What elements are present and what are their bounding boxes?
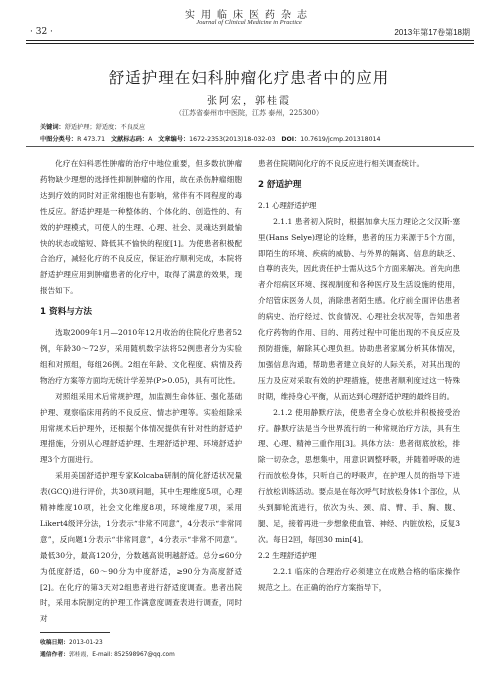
- contact-label: 通信作者：: [40, 652, 69, 658]
- clc-number: R 473.71: [77, 136, 106, 143]
- corresponding-author-line: [40, 649, 175, 658]
- received-date-line: [40, 637, 103, 646]
- subsection-2-2-heading: 2.2 生理舒适护理: [258, 550, 317, 560]
- section-2-heading: 2 舒适护理: [258, 179, 302, 190]
- header-rule-thin: [26, 43, 474, 44]
- section-1-paragraph-1: 选取2009年1月—2010年12月收治的住院化疗患者52例，年龄30～72岁，采用随机数字法将52例患者分为实验组和对照组，每组26例。2组在年龄、文化程度、病情及药物治疗方案等方面均无统计学差异(P>0.05)，具有可比性。: [40, 328, 242, 385]
- doi: 10.7619/jcmp.201318014: [300, 136, 381, 143]
- header-rule-thick: [26, 40, 474, 41]
- page-number: · 32 ·: [30, 27, 53, 37]
- clc-label: 中图分类号：: [40, 136, 78, 143]
- paragraph-2-2-1: 2.2.1 临床的合理治疗必须建立在成熟合格的临床操作规范之上。在正确的治疗方案指导下，: [258, 566, 460, 592]
- doc-code: A: [148, 136, 153, 143]
- received-date: 2013-01-23: [69, 640, 103, 646]
- subsection-2-1-heading: 2.1 心理舒适护理: [258, 200, 317, 210]
- article-title: 舒适护理在妇科肿瘤化疗患者中的应用: [108, 69, 390, 87]
- abstract-rule: [26, 146, 474, 147]
- issue-info: 2013年第17卷第18期: [394, 28, 470, 37]
- section-1-paragraph-3: 采用美国舒适护理专家Kolcaba研制的简化舒适状况量表(GCQ)进行评价，共30项问题，其中生理维度5项，心理精神维度10项，社会文化维度8项，环境维度7项，采用Likert4级评分法，1分表示“非常不同意”，4分表示“非常同意”，反向题1分表示“非常同意”，4分表示“非常不同意”。最低30分，最高120分，分数越高说明越舒适。总分≤60分为低度舒适，60～90分为中度舒适，≥90分为高度舒适[2]。在化疗的第3天对2组患者进行舒适度调查。患者出院时，采用本院制定的护理工作满意度调查表进行调查，同时对: [40, 471, 242, 624]
- article-number: 1672-2353(2013)18-032-03: [189, 136, 276, 143]
- journal-title-cn: 实用临床医药杂志: [185, 10, 313, 21]
- article-no-label: 文章编号：: [158, 136, 190, 143]
- section-1-heading: 1 资料与方法: [40, 307, 92, 318]
- section-1-continuation: 患者住院期间化疗的不良反应进行相关调查统计。: [258, 159, 425, 168]
- identifier-line: [40, 134, 380, 143]
- keywords-label: 关键词：: [40, 124, 65, 131]
- corresponding-author: 郭桂霞，E-mail: 852598967@qq.com: [69, 652, 175, 658]
- paragraph-2-1-2: 2.1.2 使用静默疗法，使患者全身心放松并积极接受治疗。静默疗法是当今世界流行的一种常规治疗方法，具有生理、心理、精神三重作用[3]。具体方法：患者彻底放松，排除一切杂念，思想集中，用意识调整呼吸，并随着呼吸的进行而放松身体，只听自己的呼吸声，在护理人员的指导下进行放松训练活动。要点是在每次呼气时放松身体1个部位，从头到脚轮流进行，依次为头、颈、肩、臂、手、胸、腹、腿、足，接着再进一步想象使血管、神经、内脏放松，反复3次。每日2回，每回30 min[4]。: [258, 407, 460, 544]
- paragraph-2-1-1: 2.1.1 患者初入院时，根据加拿大压力理论之父汉斯·塞里(Hans Selye)理论的诠释，患者的压力来源于5个方面，即陌生的环境、疾病的威胁、与外界的隔离、信息的缺乏、自尊的丧失，因此责任护士需从这5个方面来解决。首先向患者介绍病区环境、探视制度和各种医疗及生活设施的使用，介绍管床医务人员，消除患者陌生感。化疗前全面评估患者的病史、治疗经过、饮食情况、心理社会状况等，告知患者化疗药物的作用、目的、用药过程中可能出现的不良反应及预防措施，解除其心理负担。协助患者家属分析其体情况，加强信息沟通，帮助患者建立良好的人际关系，对其出现的压力及应对采取有效的护理措施，使患者顺利度过这一特殊时期，维持身心平衡，从而达到心理舒适护理的最终目的。: [258, 216, 460, 401]
- article-authors: 张阿宏，郭桂霞: [207, 96, 291, 107]
- section-1-paragraph-2: 对照组采用术后常规护理，加监测生命体征、强化基础护理、观察临床用药的不良反应、情志护理等。实验组除采用常规术后护理外，还根据个体情况提供有针对性的舒适护理措施，分别从心理舒适护理、生理舒适护理、环境舒适护理3个方面进行。: [40, 391, 242, 465]
- journal-title-en: Journal of Clinical Medicine in Practice: [196, 19, 302, 26]
- intro-paragraph: 化疗在妇科恶性肿瘤的治疗中地位重要，但多数抗肿瘤药物缺少理想的选择性抑制肿瘤的作用，故在杀伤肿瘤细胞达到疗效的同时对正常细胞也有影响，常伴有不同程度的毒性反应。舒适护理是一种整体的、个体化的、创造性的、有效的护理模式，可使人的生理、心理、社会、灵魂达到最愉快的状态或缩短、降低其不愉快的程度[1]。为使患者积极配合治疗，减轻化疗的不良反应，保证治疗顺利完成，本院将舒适护理应用到肿瘤患者的化疗中，取得了满意的效果，现报告如下。: [40, 159, 242, 296]
- received-label: 收稿日期：: [40, 640, 69, 646]
- right-column: [258, 156, 460, 595]
- keywords-line: [40, 122, 145, 131]
- author-affiliation: （江苏省泰州市中医院，江苏 泰州，225300）: [175, 109, 323, 117]
- keywords: 舒适护理；舒适度；不良反应: [64, 124, 146, 131]
- footnote-rule: [40, 632, 110, 633]
- doc-code-label: 文献标志码：: [110, 136, 149, 143]
- left-column: [40, 156, 242, 627]
- doi-label: DOI：: [281, 136, 301, 143]
